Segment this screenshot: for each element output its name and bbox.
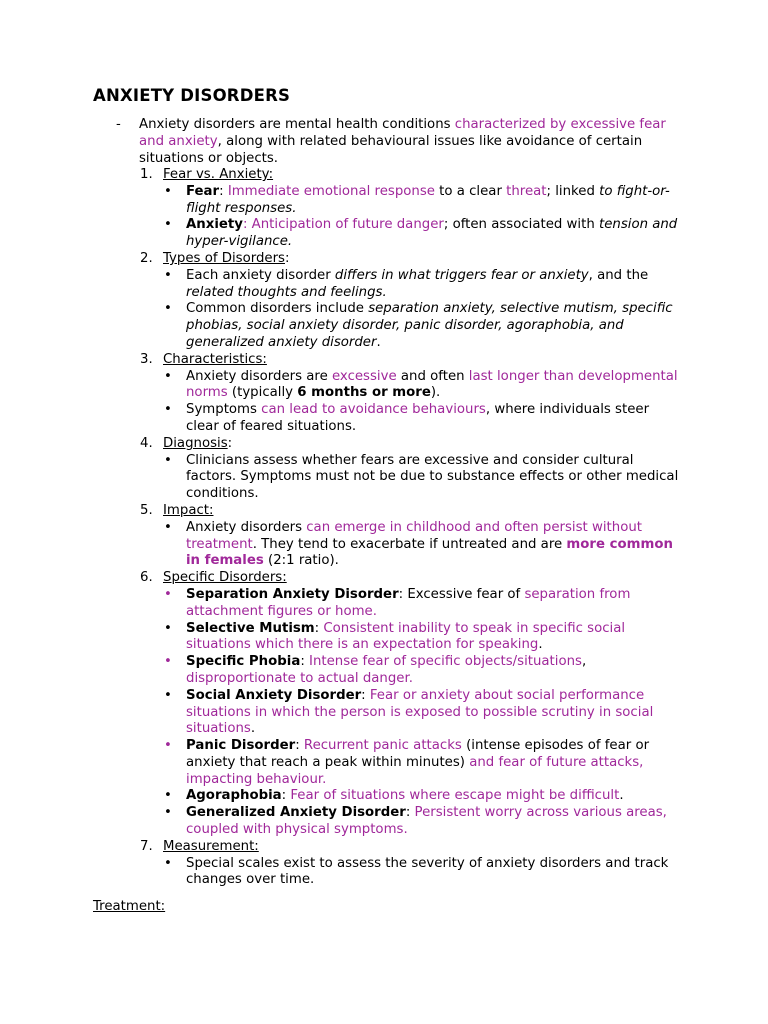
text-run: Specific Phobia — [186, 654, 301, 670]
text-run: Clinicians assess whether fears are excessive and consider cultural factors. Symptoms must not be due to substance effects or other medical conditions. — [186, 452, 679, 502]
section-heading: Measurement: — [163, 838, 259, 854]
text-run: differs in what triggers fear or anxiety — [334, 267, 589, 283]
intro-text-part: Anxiety disorders are mental health conditions — [139, 117, 455, 132]
text-run: , and the — [588, 267, 649, 283]
section-number: 7. — [140, 838, 153, 854]
bullet-item — [163, 788, 680, 805]
bullet-icon: • — [164, 586, 172, 602]
bullet-list — [163, 268, 680, 352]
section-number: 6. — [140, 570, 153, 586]
text-run: . They tend to exacerbate if untreated and are — [252, 536, 567, 552]
section-heading: Types of Disorders — [163, 250, 285, 266]
text-run: (typically — [227, 385, 298, 401]
text-run: (2:1 ratio). — [263, 553, 339, 569]
text-run: last longer than developmental norms — [186, 368, 678, 401]
bullet-icon: • — [164, 368, 172, 384]
bullet-list — [163, 587, 680, 839]
section-item — [140, 570, 680, 839]
text-run: can lead to avoidance behaviours — [261, 402, 486, 418]
page-title: ANXIETY DISORDERS — [93, 86, 291, 105]
bullet-item — [163, 805, 680, 839]
text-run: related thoughts and feelings. — [186, 284, 387, 300]
text-run: 6 months or more — [297, 385, 431, 401]
text-run: : — [314, 620, 324, 636]
text-run: to a clear — [434, 183, 507, 199]
section-item — [140, 167, 680, 251]
bullet-list — [163, 856, 680, 890]
text-run: threat — [506, 183, 547, 199]
bullet-item — [163, 402, 680, 436]
section-item — [140, 503, 680, 570]
text-run: : — [405, 805, 415, 821]
section-number: 4. — [140, 435, 153, 451]
intro-highlight: characterized by excessive fear and anxiety — [139, 117, 666, 149]
dash-marker: - — [116, 117, 121, 132]
text-run: more common in females — [186, 536, 673, 569]
intro-text — [139, 117, 679, 167]
section-heading: Diagnosis — [163, 435, 228, 451]
text-run: : — [300, 654, 310, 670]
text-run: Symptoms — [186, 402, 262, 418]
bullet-icon: • — [164, 301, 172, 317]
bullet-list — [163, 184, 680, 251]
text-run: Selective Mutism — [186, 620, 315, 636]
section-number: 1. — [140, 167, 153, 182]
section-heading-tail: : — [284, 250, 290, 266]
text-run: excessive — [331, 368, 397, 384]
bullet-item — [163, 654, 680, 688]
text-run: . — [619, 788, 624, 804]
text-run: Agoraphobia — [186, 788, 282, 804]
text-run: Anxiety disorders are — [186, 368, 332, 384]
text-run: and often — [396, 368, 469, 384]
bullet-icon: • — [164, 687, 172, 703]
text-run: : — [281, 788, 291, 804]
intro-text-part: , along with related behavioural issues like avoidance of certain situations or objects. — [139, 133, 643, 166]
bullet-icon: • — [164, 788, 172, 804]
text-run: , where individuals steer clear of feared situations. — [186, 402, 650, 434]
text-run: . — [250, 721, 256, 737]
text-run: ; linked — [546, 183, 600, 199]
bullet-item — [163, 369, 680, 403]
bullet-icon: • — [164, 654, 172, 670]
section-heading: Impact: — [163, 502, 214, 518]
text-run: : — [295, 738, 304, 754]
text-run: Separation Anxiety Disorder — [186, 586, 399, 602]
text-run: to fight-or-flight responses. — [186, 183, 670, 216]
text-run: Immediate emotional response — [227, 183, 435, 199]
treatment-heading: Treatment: — [93, 899, 166, 914]
text-run: Consistent inability to speak in specific social situations which there is an expectation for speaking — [186, 620, 626, 653]
text-run: : Anticipation of future danger — [242, 217, 444, 233]
text-run: Intense fear of specific objects/situations — [309, 654, 582, 670]
bullet-list — [163, 520, 680, 570]
section-number: 5. — [140, 502, 153, 518]
bullet-icon: • — [164, 452, 172, 468]
section-heading-tail: : — [227, 435, 233, 451]
text-run: Generalized Anxiety Disorder — [186, 805, 406, 821]
bullet-item — [163, 520, 680, 570]
bullet-item — [163, 184, 680, 218]
text-run: Fear of situations where escape might be difficult — [290, 788, 620, 804]
bullet-icon: • — [164, 217, 172, 233]
text-run: and fear of future attacks, impacting behaviour. — [186, 754, 644, 787]
text-run: Persistent worry across various areas, coupled with physical symptoms. — [186, 805, 667, 838]
bullet-item — [163, 587, 680, 621]
section-heading: Fear vs. Anxiety: — [163, 167, 274, 182]
section-number: 2. — [140, 250, 153, 266]
text-run: Panic Disorder — [186, 738, 296, 754]
numbered-list — [140, 167, 680, 889]
text-run: disproportionate to actual danger. — [186, 670, 413, 686]
section-item — [140, 839, 680, 889]
section-item — [140, 352, 680, 436]
section-heading: Characteristics: — [163, 351, 267, 367]
bullet-item — [163, 856, 680, 890]
bullet-icon: • — [164, 267, 172, 283]
text-run: , — [581, 654, 587, 670]
bullet-icon: • — [164, 519, 172, 535]
text-run: : — [219, 183, 228, 199]
bullet-item — [163, 621, 680, 655]
text-run: Anxiety — [186, 217, 243, 233]
text-run: separation anxiety, selective mutism, specific phobias, social anxiety disorder, panic disorder, agoraphobia, and generalized anxiety disorder — [186, 301, 673, 350]
text-run: Common disorders include — [186, 301, 369, 317]
bullet-item — [163, 453, 680, 503]
bullet-icon: • — [164, 738, 172, 754]
bullet-item — [163, 688, 680, 738]
text-run: Anxiety disorders — [186, 519, 307, 535]
text-run: separation from attachment figures or home. — [186, 586, 631, 619]
bullet-item — [163, 268, 680, 302]
section-item — [140, 251, 680, 352]
text-run: : Excessive fear of — [398, 586, 525, 602]
text-run: (intense episodes of fear or anxiety that reach a peak within minutes) — [186, 738, 650, 770]
bullet-item — [163, 738, 680, 788]
text-run: . — [376, 334, 381, 350]
bullet-list — [163, 453, 680, 503]
text-run: tension and hyper-vigilance. — [186, 217, 678, 250]
section-item — [140, 436, 680, 503]
text-run: Recurrent panic attacks — [303, 738, 462, 754]
text-run: Fear — [186, 183, 220, 199]
text-run: Special scales exist to assess the severity of anxiety disorders and track changes over time. — [186, 855, 669, 888]
text-run: ; often associated with — [443, 217, 599, 233]
bullet-icon: • — [164, 620, 172, 636]
text-run: : — [361, 687, 370, 703]
bullet-item — [163, 301, 680, 351]
text-run: Social Anxiety Disorder — [186, 687, 362, 703]
text-run: can emerge in childhood and often persist without treatment — [186, 519, 642, 552]
bullet-icon: • — [164, 183, 172, 199]
bullet-icon: • — [164, 402, 172, 418]
text-run: . — [538, 637, 543, 653]
text-run: ). — [430, 385, 441, 401]
bullet-icon: • — [164, 805, 172, 821]
section-number: 3. — [140, 351, 153, 367]
bullet-item — [163, 217, 680, 251]
bullet-icon: • — [164, 855, 172, 871]
text-run: Fear or anxiety about social performance situations in which the person is exposed to possible scrutiny in social situations — [186, 687, 654, 737]
text-run: Each anxiety disorder — [186, 267, 335, 283]
bullet-list — [163, 369, 680, 436]
section-heading: Specific Disorders: — [163, 570, 287, 586]
